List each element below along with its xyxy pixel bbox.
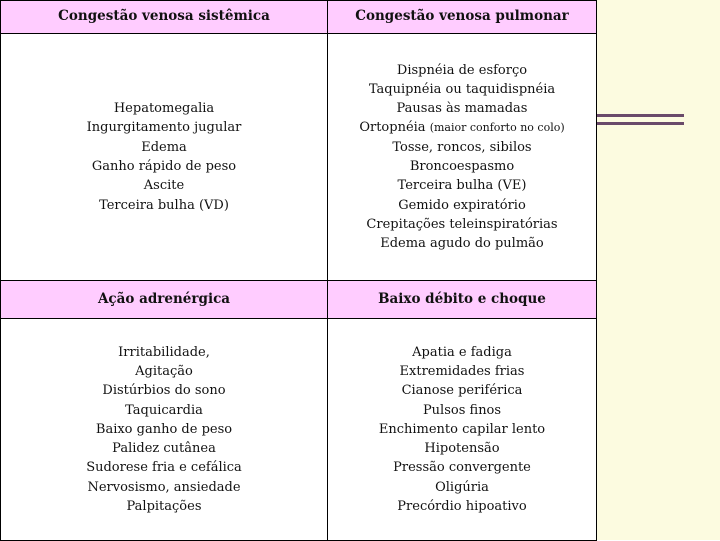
systemic-congestion-list [1, 34, 328, 281]
body-row-1 [1, 34, 597, 281]
list-item: Taquicardia [125, 402, 203, 418]
list-item-main: Ortopnéia [359, 120, 426, 136]
list-item: Ganho rápido de peso [91, 159, 237, 174]
side-panel [596, 0, 720, 540]
header-low-output-shock: Baixo débito e choque [328, 281, 597, 319]
header-systemic-congestion: Congestão venosa sistêmica [1, 1, 328, 34]
body-row-2 [1, 319, 597, 541]
list-item: Palpitações [126, 499, 202, 515]
decorative-bar-bottom [596, 122, 684, 125]
list-item: Ascite [143, 178, 185, 194]
list-item: Terceira bulha (VD) [99, 197, 229, 213]
list-item: Palidez cutânea [112, 441, 216, 457]
list-item: Edema agudo do pulmão [380, 236, 544, 252]
decorative-bar-top [596, 114, 684, 117]
adrenergic-action-list [1, 319, 328, 541]
header-row-2 [1, 281, 597, 319]
list-item: Agitação [135, 363, 193, 379]
list-item: Irritabilidade, [118, 344, 210, 360]
list-item: Distúrbios do sono [102, 383, 226, 399]
list-item: Apatia e fadiga [412, 344, 512, 360]
list-item: Crepitações teleinspiratórias [366, 216, 558, 232]
list-item: Edema [141, 139, 187, 155]
list-item: Taquipnéia ou taquidispnéia [368, 81, 556, 97]
list-item: Enchimento capilar lento [378, 421, 546, 437]
header-pulmonary-congestion: Congestão venosa pulmonar [328, 1, 597, 34]
list-item: Pulsos finos [422, 402, 502, 418]
list-item-note: (maior conforto no colo) [429, 121, 565, 135]
list-item: Nervosismo, ansiedade [87, 479, 241, 495]
list-item: Ingurgitamento jugular [86, 120, 242, 136]
list-item: Dispnéia de esforço [396, 62, 528, 78]
list-item: Extremidades frias [399, 363, 525, 379]
list-item: Hipotensão [424, 441, 500, 457]
list-item: Pausas às mamadas [396, 101, 528, 117]
list-item: Gemido expiratório [398, 197, 526, 213]
list-item: Terceira bulha (VE) [397, 178, 527, 194]
list-item: Pressão convergente [393, 460, 531, 476]
list-item: Sudorese fria e cefálica [86, 460, 242, 476]
list-item: Tosse, roncos, sibilos [392, 139, 532, 155]
list-item: Broncoespasmo [409, 159, 515, 174]
list-item: Precórdio hipoativo [397, 499, 527, 515]
list-item: Hepatomegalia [113, 101, 215, 117]
header-adrenergic-action: Ação adrenérgica [1, 281, 328, 319]
list-item: Oligúria [435, 479, 489, 495]
list-item: Cianose periférica [401, 383, 523, 399]
low-output-shock-list [328, 319, 597, 541]
pulmonary-congestion-list [328, 34, 597, 281]
list-item [334, 118, 590, 137]
list-item: Baixo ganho de peso [95, 421, 233, 437]
header-row-1 [1, 1, 597, 34]
